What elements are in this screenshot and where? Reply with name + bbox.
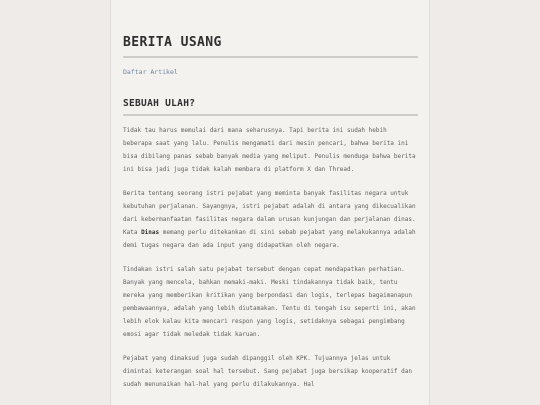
- site-title: BERITA USANG: [123, 35, 222, 50]
- post-body: [123, 124, 418, 402]
- header-divider: [123, 56, 418, 58]
- article-list-link[interactable]: Daftar Artikel: [123, 68, 178, 76]
- paragraph-3: Tindakan istri salah satu pejabat tersebut dengan cepat mendapatkan perhatian. Banyak yang mencela, bahkan memaki-maki. Meski tindakannya tidak baik, tentu mereka yang memberikan kritikan yang berpondasi dan logis, terlepas bagaimanapun pembawaannya, adalah yang lebih diutamakan. Tentu di tengah isu seperti ini, akan lebih elok kalau kita mencari respon yang logis, setidaknya sebagai pengimbang emosi agar tidak meledak tidak karuan.: [123, 266, 416, 338]
- article-page: [110, 0, 430, 405]
- post-title: SEBUAH ULAH?: [123, 98, 196, 109]
- paragraph-2-text-before: Berita tentang seorang istri pejabat yang meminta banyak fasilitas negara untuk kebutuhan perjalanan. Sayangnya, istri pejabat adalah di antara yang dikecualikan dari kebermanfaatan fasilitas negara dalam urusan kunjungan dan perjalanan dinas. Kata: [123, 190, 416, 236]
- paragraph-1: Tidak tau harus memulai dari mana seharusnya. Tapi berita ini sudah hebih beberapa saat yang lalu. Penulis mengamati dari mesin pencari, bahwa berita ini bisa dibilang panas sebab banyak media yang meliput. Penulis menduga bahwa berita ini bisa jadi juga tidak kalah membara di platform X dan Thread.: [123, 127, 416, 173]
- title-divider: [123, 114, 418, 116]
- paragraph-2: [123, 187, 418, 252]
- paragraph-4: Pejabat yang dimaksud juga sudah dipanggil oleh KPK. Tujuannya jelas untuk dimintai keterangan soal hal tersebut. Sang pejabat juga bersikap kooperatif dan sudah menunaikan hal-hal yang perlu dilakukannya. Hal: [123, 355, 412, 388]
- paragraph-2-text-after: memang perlu ditekankan di sini sebab pejabat yang melakukannya adalah demi tugas negara dan ada input yang didapatkan oleh negara.: [123, 229, 416, 249]
- emphasis-dinas: Dinas: [141, 229, 160, 236]
